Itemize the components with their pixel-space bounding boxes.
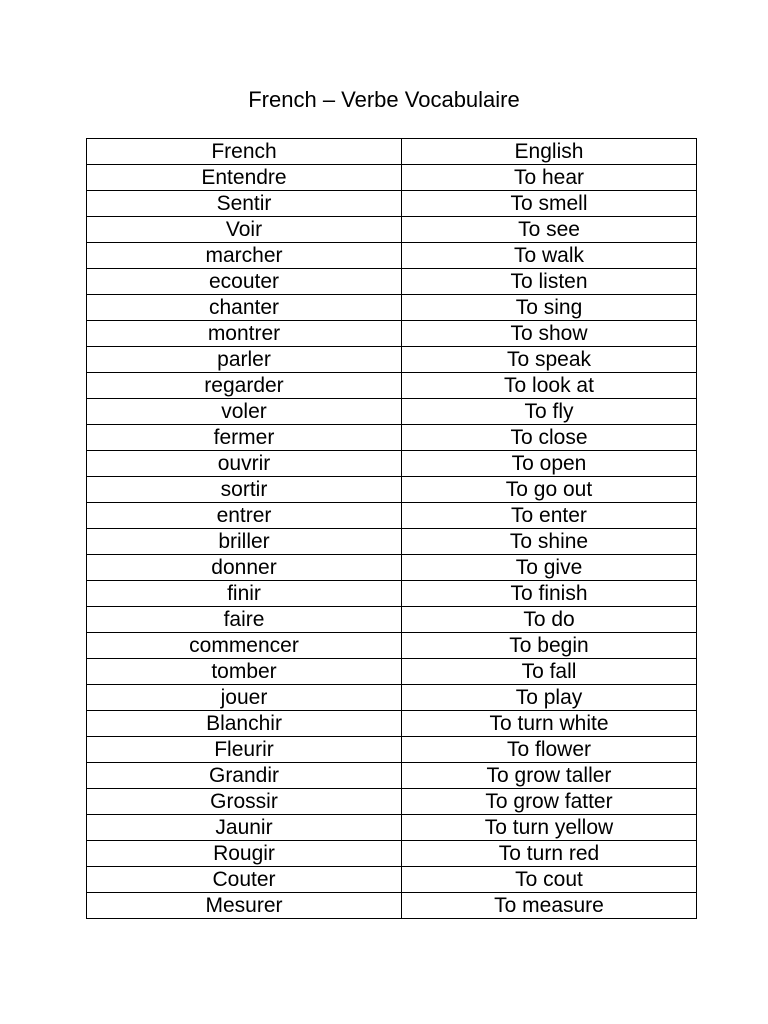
table-row xyxy=(87,685,697,711)
english-translation-cell: To give xyxy=(402,555,697,581)
french-verb-cell: parler xyxy=(87,347,402,373)
french-verb-cell: Mesurer xyxy=(87,893,402,919)
english-translation-cell: To cout xyxy=(402,867,697,893)
french-verb-cell: marcher xyxy=(87,243,402,269)
table-row xyxy=(87,737,697,763)
english-translation-cell: To play xyxy=(402,685,697,711)
english-translation-cell: To grow taller xyxy=(402,763,697,789)
english-translation-cell: To see xyxy=(402,217,697,243)
english-translation-cell: To do xyxy=(402,607,697,633)
english-translation-cell: To turn red xyxy=(402,841,697,867)
english-translation-cell: To fly xyxy=(402,399,697,425)
french-verb-cell: tomber xyxy=(87,659,402,685)
french-verb-cell: fermer xyxy=(87,425,402,451)
table-row xyxy=(87,607,697,633)
english-translation-cell: To grow fatter xyxy=(402,789,697,815)
table-row xyxy=(87,477,697,503)
table-row xyxy=(87,815,697,841)
vocabulary-table xyxy=(86,138,697,919)
table-row xyxy=(87,295,697,321)
table-header-row xyxy=(87,139,697,165)
french-verb-cell: finir xyxy=(87,581,402,607)
french-verb-cell: Jaunir xyxy=(87,815,402,841)
table-row xyxy=(87,763,697,789)
french-verb-cell: Grossir xyxy=(87,789,402,815)
french-verb-cell: Fleurir xyxy=(87,737,402,763)
french-verb-cell: ecouter xyxy=(87,269,402,295)
french-verb-cell: ouvrir xyxy=(87,451,402,477)
english-translation-cell: To open xyxy=(402,451,697,477)
french-verb-cell: Couter xyxy=(87,867,402,893)
table-row xyxy=(87,373,697,399)
table-body xyxy=(87,165,697,919)
french-verb-cell: jouer xyxy=(87,685,402,711)
french-verb-cell: Rougir xyxy=(87,841,402,867)
french-verb-cell: commencer xyxy=(87,633,402,659)
table-row xyxy=(87,217,697,243)
english-translation-cell: To go out xyxy=(402,477,697,503)
english-translation-cell: To listen xyxy=(402,269,697,295)
french-verb-cell: Entendre xyxy=(87,165,402,191)
english-translation-cell: To hear xyxy=(402,165,697,191)
english-translation-cell: To fall xyxy=(402,659,697,685)
column-header-english: English xyxy=(402,139,697,165)
english-translation-cell: To walk xyxy=(402,243,697,269)
table-row xyxy=(87,399,697,425)
english-translation-cell: To shine xyxy=(402,529,697,555)
english-translation-cell: To measure xyxy=(402,893,697,919)
table-row xyxy=(87,659,697,685)
french-verb-cell: montrer xyxy=(87,321,402,347)
table-row xyxy=(87,191,697,217)
column-header-french: French xyxy=(87,139,402,165)
table-row xyxy=(87,841,697,867)
french-verb-cell: Grandir xyxy=(87,763,402,789)
french-verb-cell: sortir xyxy=(87,477,402,503)
table-row xyxy=(87,789,697,815)
page-title: French – Verbe Vocabulaire xyxy=(248,87,520,112)
table-row xyxy=(87,867,697,893)
french-verb-cell: faire xyxy=(87,607,402,633)
table-row xyxy=(87,269,697,295)
french-verb-cell: regarder xyxy=(87,373,402,399)
english-translation-cell: To turn white xyxy=(402,711,697,737)
english-translation-cell: To enter xyxy=(402,503,697,529)
table-row xyxy=(87,893,697,919)
french-verb-cell: entrer xyxy=(87,503,402,529)
english-translation-cell: To finish xyxy=(402,581,697,607)
table-row xyxy=(87,633,697,659)
table-row xyxy=(87,347,697,373)
french-verb-cell: Blanchir xyxy=(87,711,402,737)
french-verb-cell: voler xyxy=(87,399,402,425)
table-row xyxy=(87,243,697,269)
english-translation-cell: To flower xyxy=(402,737,697,763)
table-row xyxy=(87,555,697,581)
english-translation-cell: To sing xyxy=(402,295,697,321)
table-row xyxy=(87,425,697,451)
table-row xyxy=(87,529,697,555)
french-verb-cell: Sentir xyxy=(87,191,402,217)
english-translation-cell: To look at xyxy=(402,373,697,399)
table-row xyxy=(87,581,697,607)
table-row xyxy=(87,321,697,347)
table-row xyxy=(87,711,697,737)
english-translation-cell: To begin xyxy=(402,633,697,659)
english-translation-cell: To speak xyxy=(402,347,697,373)
french-verb-cell: donner xyxy=(87,555,402,581)
table-row xyxy=(87,451,697,477)
english-translation-cell: To turn yellow xyxy=(402,815,697,841)
table-row xyxy=(87,165,697,191)
french-verb-cell: briller xyxy=(87,529,402,555)
french-verb-cell: Voir xyxy=(87,217,402,243)
table-row xyxy=(87,503,697,529)
english-translation-cell: To close xyxy=(402,425,697,451)
english-translation-cell: To smell xyxy=(402,191,697,217)
english-translation-cell: To show xyxy=(402,321,697,347)
french-verb-cell: chanter xyxy=(87,295,402,321)
